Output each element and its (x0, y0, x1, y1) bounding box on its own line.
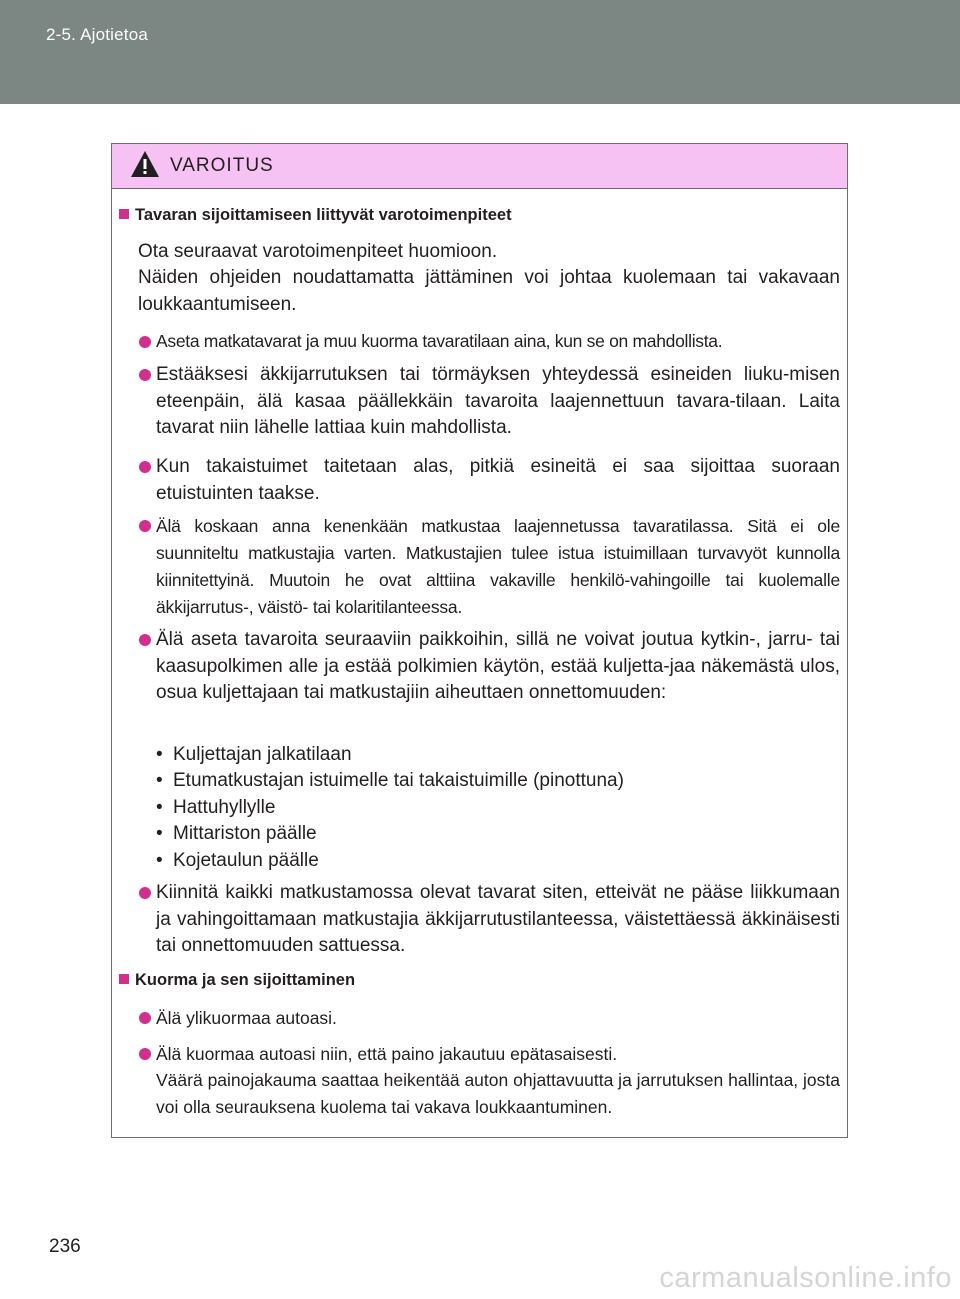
bullet-text: Estääksesi äkkijarrutuksen tai törmäyksen yhteydessä esineiden liuku-misen eteenpäin, älä kasaa päällekkäin tavaroita laajennettuun tavara-tilaan. Laita tavarat niin lähelle lattiaa kuin mahdollista. (156, 364, 840, 438)
intro-line: Ota seuraavat varotoimenpiteet huomioon. (138, 241, 498, 262)
section-heading: Tavaran sijoittamiseen liittyvät varotoimenpiteet (119, 206, 512, 225)
square-bullet-icon (119, 209, 129, 219)
sub-list-item: Mittariston päälle (173, 823, 317, 844)
bullet-text: Älä ylikuormaa autoasi. (156, 1008, 337, 1028)
sub-list-item: Kojetaulun päälle (173, 850, 319, 871)
warning-header (112, 144, 847, 189)
bullet-dot-icon (139, 461, 151, 473)
bullet-dot-icon (139, 887, 151, 899)
warning-triangle-icon (130, 150, 160, 178)
bullet-dot-icon (139, 634, 151, 646)
section-label: 2-5. Ajotietoa (46, 25, 149, 44)
bullet-text: Älä kuormaa autoasi niin, että paino jakautuu epätasaisesti. (156, 1044, 618, 1064)
bullet-dot-icon (139, 336, 151, 348)
note-text: Väärä painojakauma saattaa heikentää auton ohjattavuutta ja jarrutuksen hallintaa, josta voi olla seurauksena kuolema tai vakava loukkaantuminen. (156, 1070, 840, 1117)
warning-title: VAROITUS (170, 155, 274, 176)
sub-list-item: Etumatkustajan istuimelle tai takaistuimille (pinottuna) (173, 770, 624, 791)
bullet-text: Aseta matkatavarat ja muu kuorma tavaratilaan aina, kun se on mahdollista. (156, 331, 723, 351)
bullet-text: Älä koskaan anna kenenkään matkustaa laajennetussa tavaratilassa. Sitä ei ole suunniteltu matkustajia varten. Matkustajien tulee istua istuimillaan turvavyöt kunnolla kiinnitettyinä. Muutoin he ovat alttiina vakaville henkilö-vahingoille tai kuolemalle äkkijarrutus-, väistö- tai kolaritilanteessa. (156, 516, 840, 617)
page-number: 236 (49, 1236, 81, 1257)
watermark: carmanualsonline.info (659, 1262, 952, 1294)
bullet-dot-icon (139, 1048, 151, 1060)
bullet-dot-icon (139, 1012, 151, 1024)
header-band (0, 0, 960, 104)
section-heading: Kuorma ja sen sijoittaminen (119, 971, 355, 990)
sub-list-item: Kuljettajan jalkatilaan (173, 744, 352, 765)
warning-box: VAROITUS Tavaran sijoittamiseen liittyvät varotoimenpiteet Ota seuraavat varotoimenpiteet huomioon. Näiden ohjeiden noudattamatta jättäminen voi johtaa kuolemaan tai vakavaan loukkaantumiseen. Aseta matkatavarat ja muu kuorma tavaratilaan aina, kun se on mahdollista. Estääksesi äkkijarrutuksen tai törmäyksen yhteydessä esineiden liuku-misen eteenpäin, älä kasaa päällekkäin tavaroita laajennettuun tavara-tilaan. Laita tavarat niin lähelle lattiaa kuin mahdollista. Kun takaistuimet taitetaan alas, pitkiä esineitä ei saa sijoittaa suoraan etuistuinten taakse. Älä koskaan anna kenenkään matkustaa laajennetussa tavaratilassa. Sitä ei ole suunniteltu matkustajia varten. Matkustajien tulee istua istuimillaan turvavyöt kunnolla kiinnitettyinä. Muutoin he ovat alttiina vakaville henkilö-vahingoille tai kuolemalle äkkijarrutus-, väistö- tai kolaritilanteessa. Älä aseta tavaroita seuraaviin paikkoihin, sillä ne voivat joutua kytkin-, jarru- tai kaasupolkimen alle ja estää polkimien käytön, estää kuljetta-jaa näkemästä ulos, osua kuljettajaan tai matkustajiin aiheuttaen onnettomuuden: • Kuljettajan jalkatilaan • Etumatkustajan istuimelle tai takaistuimille (pinottuna) • Hattuhyllylle • Mittariston päälle • Kojetaulun päälle Kiinnitä kaikki matkustamossa olevat tavarat siten, etteivät ne pääse liikkumaan ja vahingoittamaan matkustajia äkkijarrutustilanteessa, väistettäessä äkkinäisesti tai onnettomuuden sattuessa. Kuorma ja sen sijoittaminen Älä ylikuormaa autoasi. Älä kuormaa autoasi niin, että paino jakautuu epätasaisesti. Väärä painojakauma saattaa heikentää auton ohjattavuutta ja jarrutuksen hallintaa, josta voi olla seurauksena kuolema tai vakava loukkaantuminen. (111, 143, 848, 1138)
bullet-dot-icon (139, 520, 151, 532)
sub-list-item: Hattuhyllylle (173, 797, 276, 818)
bullet-text: Kiinnitä kaikki matkustamossa olevat tavarat siten, etteivät ne pääse liikkumaan ja vahingoittamaan matkustajia äkkijarrutustilanteessa, väistettäessä äkkinäisesti tai onnettomuuden sattuessa. (156, 882, 840, 956)
bullet-text: Älä aseta tavaroita seuraaviin paikkoihin, sillä ne voivat joutua kytkin-, jarru- tai kaasupolkimen alle ja estää polkimien käytön, estää kuljetta-jaa näkemästä ulos, osua kuljettajaan tai matkustajiin aiheuttaen onnettomuuden: (156, 629, 840, 703)
intro-paragraph: Näiden ohjeiden noudattamatta jättäminen voi johtaa kuolemaan tai vakavaan loukkaantumiseen. (138, 267, 840, 315)
bullet-text: Kun takaistuimet taitetaan alas, pitkiä esineitä ei saa sijoittaa suoraan etuistuinten taakse. (156, 456, 840, 504)
bullet-dot-icon (139, 369, 151, 381)
square-bullet-icon (119, 974, 129, 984)
